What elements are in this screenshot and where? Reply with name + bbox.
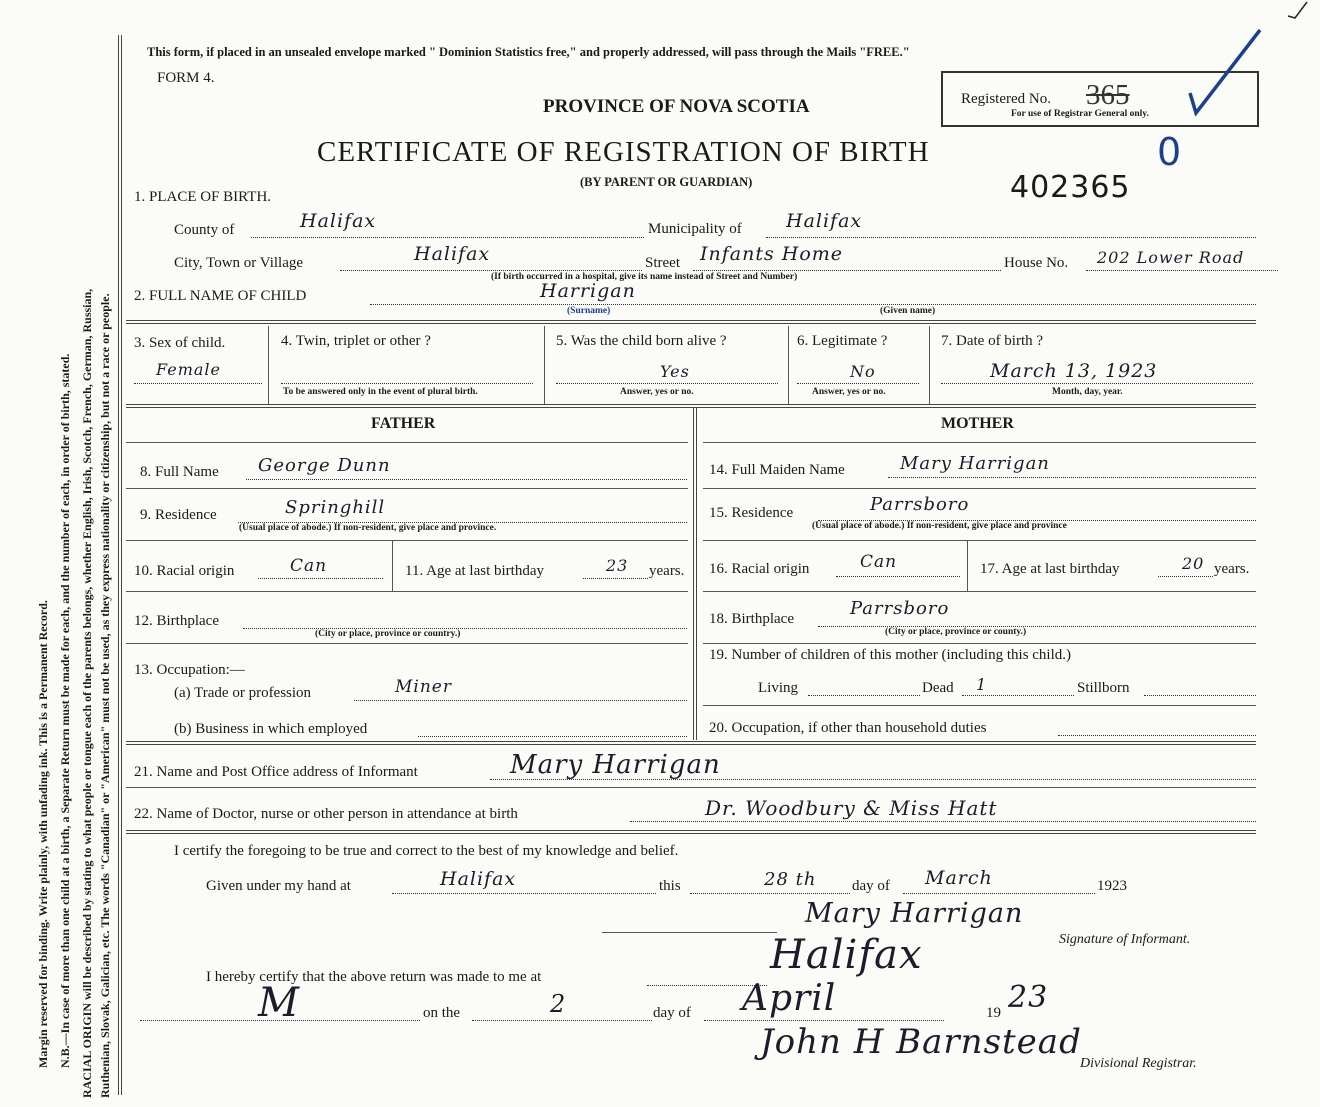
informant-signature: Mary Harrigan [805, 898, 1024, 929]
form-number: FORM 4. [157, 70, 215, 86]
registered-value: 365 [1086, 79, 1130, 111]
father-name-label: 8. Full Name [140, 464, 219, 480]
registrar-note: For use of Registrar General only. [1011, 109, 1149, 119]
mother-birthplace-note: (City or place, province or county.) [885, 627, 1027, 637]
house-label: House No. [1004, 255, 1069, 271]
father-residence-value: Springhill [285, 497, 386, 518]
mother-birthplace-value: Parrsboro [850, 598, 950, 619]
binding-margin-line [118, 35, 122, 1095]
registrar-day-of-label: day of [653, 1005, 691, 1021]
informant-value: Mary Harrigan [510, 750, 721, 780]
father-birthplace-label: 12. Birthplace [134, 613, 219, 629]
county-value: Halifax [300, 210, 377, 232]
dead-label: Dead [922, 680, 954, 696]
day-of-label: day of [852, 878, 890, 894]
alive-note: Answer, yes or no. [620, 387, 694, 397]
registrar-year-prefix: 19 [986, 1005, 1001, 1021]
mother-residence-note: (Usual place of abode.) If non-resident, give place and province [812, 521, 1067, 531]
registrar-day-value: 2 [550, 990, 567, 1018]
place-of-birth-label: 1. PLACE OF BIRTH. [134, 189, 272, 205]
year-value: 1923 [1097, 878, 1127, 894]
legitimate-note: Answer, yes or no. [812, 387, 886, 397]
twin-note: To be answered only in the event of plural birth. [283, 387, 478, 397]
street-label: Street [645, 255, 680, 271]
father-racial-label: 10. Racial origin [134, 563, 235, 579]
given-place-value: Halifax [440, 868, 517, 890]
father-business-label: (b) Business in which employed [174, 721, 368, 737]
father-trade-label: (a) Trade or profession [174, 685, 312, 701]
date-label: 7. Date of birth ? [941, 333, 1044, 349]
registrar-signature-label: Divisional Registrar. [1080, 1056, 1197, 1071]
surname-note: (Surname) [567, 306, 611, 316]
mother-residence-label: 15. Residence [709, 505, 794, 521]
mother-racial-value: Can [860, 552, 898, 572]
county-label: County of [174, 222, 235, 238]
mother-age-unit: years. [1214, 561, 1250, 577]
father-residence-note: (Usual place of abode.) If non-resident, give place and province. [239, 523, 497, 533]
father-occupation-label: 13. Occupation:— [134, 662, 245, 678]
certify-statement: I certify the foregoing to be true and correct to the best of my knowledge and belief. [174, 843, 679, 859]
registrar-year-value: 23 [1008, 980, 1049, 1015]
corner-tick-icon [1285, 0, 1315, 22]
date-value: March 13, 1923 [990, 360, 1158, 382]
annotation-number: 402365 [1010, 170, 1131, 205]
sex-label: 3. Sex of child. [134, 335, 226, 351]
on-the-label: on the [423, 1005, 461, 1021]
living-label: Living [758, 680, 798, 696]
alive-label: 5. Was the child born alive ? [556, 333, 727, 349]
dead-value: 1 [976, 675, 988, 694]
registrar-signature: John H Barnstead [760, 1022, 1082, 1062]
house-value: 202 Lower Road [1097, 248, 1245, 267]
mother-age-value: 20 [1182, 554, 1205, 573]
city-label: City, Town or Village [174, 255, 304, 271]
stillborn-label: Stillborn [1077, 680, 1130, 696]
mother-age-label: 17. Age at last birthday [980, 561, 1120, 577]
municipality-label: Municipality of [648, 221, 742, 237]
twin-label: 4. Twin, triplet or other ? [281, 333, 431, 349]
margin-note-1: Margin reserved for binding. Write plainly, with unfading ink. This is a Permanent Record. [36, 600, 50, 1068]
postal-note: This form, if placed in an unsealed envelope marked " Dominion Statistics free," and properly addressed, will pass through the Mails "FREE." [147, 45, 910, 59]
city-value: Halifax [414, 243, 491, 265]
street-note: (If birth occurred in a hospital, give its name instead of Street and Number) [491, 272, 798, 282]
mother-occupation-label: 20. Occupation, if other than household duties [709, 720, 987, 736]
doctor-value: Dr. Woodbury & Miss Hatt [705, 796, 998, 820]
alive-value: Yes [660, 362, 690, 381]
father-age-value: 23 [606, 556, 629, 575]
margin-note-4: Ruthenian, Slovak, Galician, etc. The words "Canadian" or "American" must not be used, as they express nationality or citizenship, but not a race or people. [98, 293, 112, 1098]
registrar-statement: I hereby certify that the above return was made to me at [206, 969, 542, 985]
mother-heading: MOTHER [941, 415, 1014, 432]
informant-label: 21. Name and Post Office address of Informant [134, 764, 418, 780]
legitimate-value: No [850, 362, 876, 381]
registrar-month-value: April [742, 978, 837, 1019]
sex-value: Female [156, 360, 221, 379]
this-label: this [659, 878, 681, 894]
annotation-zero: 0 [1157, 130, 1182, 174]
legitimate-label: 6. Legitimate ? [797, 333, 888, 349]
certificate-title: CERTIFICATE OF REGISTRATION OF BIRTH [317, 136, 930, 168]
mother-residence-value: Parrsboro [870, 494, 970, 515]
child-surname-value: Harrigan [540, 280, 636, 302]
father-racial-value: Can [290, 556, 328, 576]
registered-label: Registered No. [961, 91, 1051, 107]
mother-name-value: Mary Harrigan [900, 453, 1050, 474]
province-title: PROVINCE OF NOVA SCOTIA [543, 96, 810, 117]
doctor-label: 22. Name of Doctor, nurse or other person in attendance at birth [134, 806, 518, 822]
mother-children-label: 19. Number of children of this mother (including this child.) [709, 647, 1072, 663]
margin-note-3: RACIAL ORIGIN will be described by stating to what people or tongue each of the parents belongs, whether English, Irish, Scotch, French, German, Russian, [80, 288, 94, 1098]
given-name-note: (Given name) [880, 306, 936, 316]
mother-birthplace-label: 18. Birthplace [709, 611, 794, 627]
margin-note-2: N.B.—In case of more than one child at a birth, a Separate Return must be made for each, and the number of each, in order of birth, stated. [58, 353, 72, 1068]
father-residence-label: 9. Residence [140, 507, 217, 523]
given-label: Given under my hand at [206, 878, 351, 894]
registrar-place-value: Halifax [770, 932, 923, 978]
child-name-label: 2. FULL NAME OF CHILD [134, 288, 307, 304]
father-trade-value: Miner [395, 677, 452, 697]
day-value: 28 th [764, 869, 817, 890]
father-age-unit: years. [649, 563, 685, 579]
street-value: Infants Home [700, 243, 844, 265]
registrar-month-mark: M [258, 980, 300, 1026]
checkmark-icon [1180, 25, 1270, 120]
father-age-label: 11. Age at last birthday [405, 563, 544, 579]
date-note: Month, day, year. [1052, 387, 1123, 397]
mother-racial-label: 16. Racial origin [709, 561, 810, 577]
certificate-subtitle: (BY PARENT OR GUARDIAN) [580, 175, 753, 189]
father-name-value: George Dunn [258, 455, 391, 476]
municipality-value: Halifax [786, 210, 863, 232]
father-heading: FATHER [371, 415, 436, 432]
informant-signature-label: Signature of Informant. [1059, 932, 1191, 947]
mother-name-label: 14. Full Maiden Name [709, 462, 845, 478]
father-birthplace-note: (City or place, province or country.) [315, 629, 461, 639]
month-value: March [925, 867, 993, 889]
